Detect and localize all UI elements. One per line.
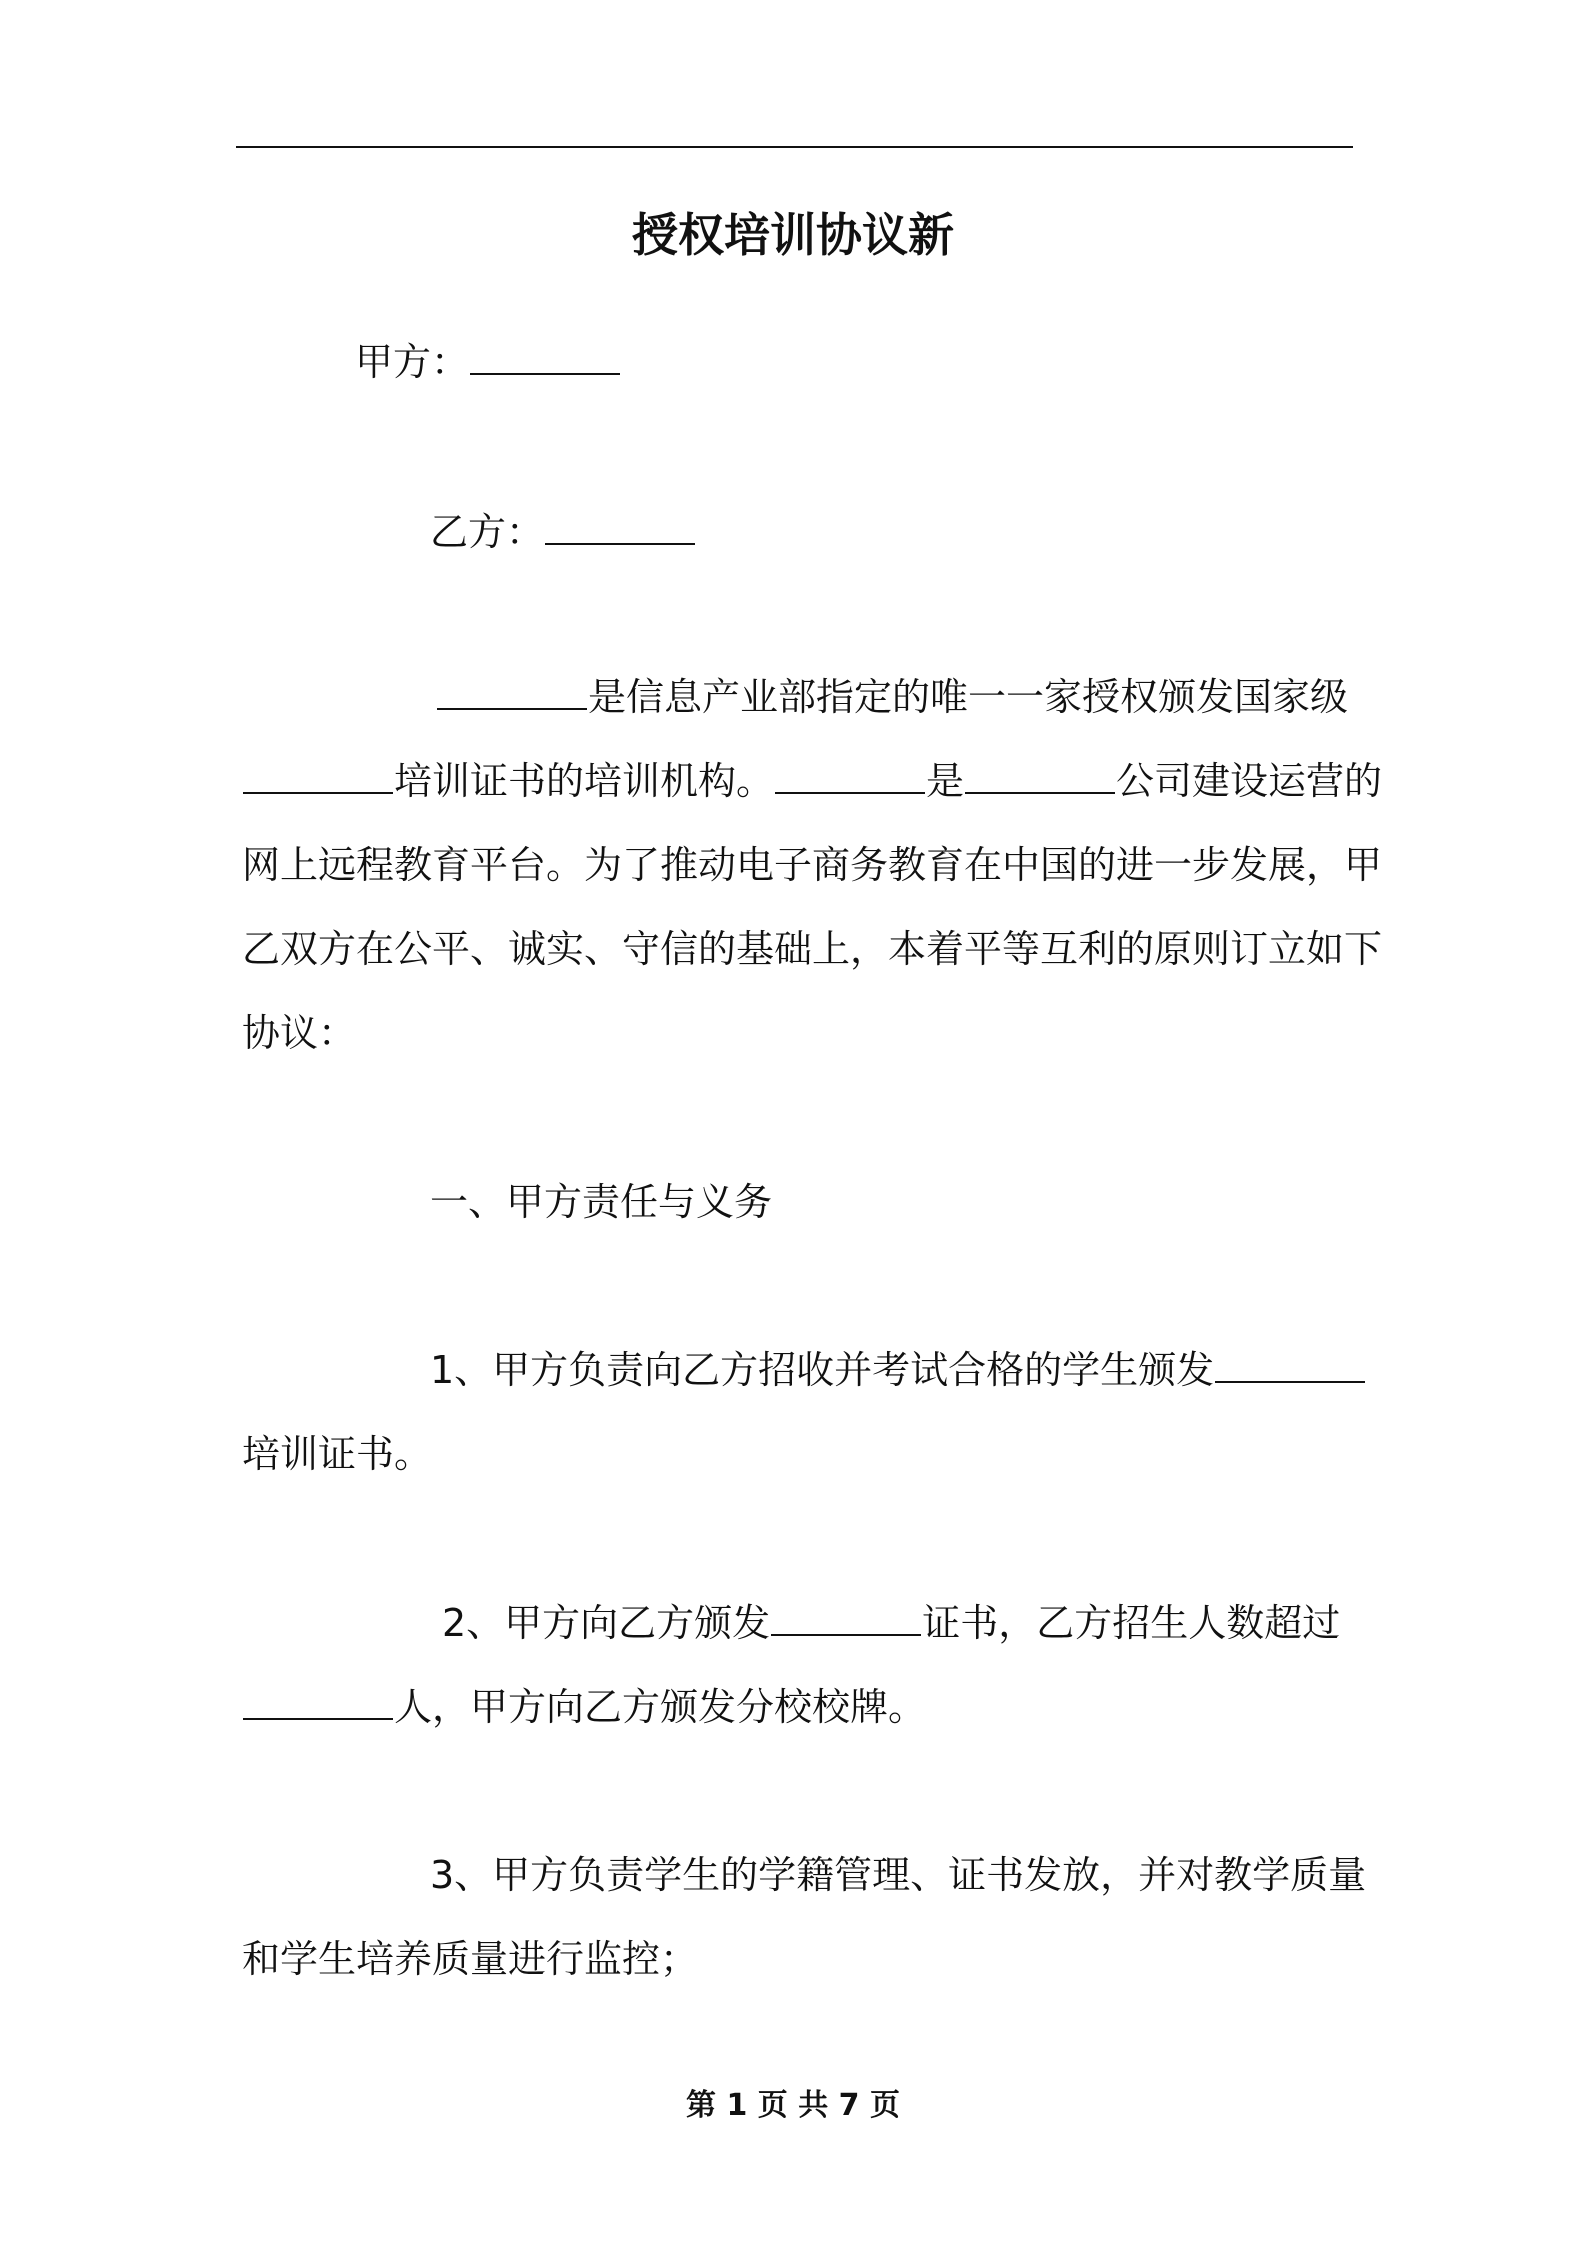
party-b-line xyxy=(430,505,696,559)
page-footer: 第 1 页 共 7 页 xyxy=(686,2088,900,2123)
fill-blank[interactable] xyxy=(437,678,587,710)
intro-text: 是信息产业部指定的唯一一家授权颁发国家级 xyxy=(588,675,1349,719)
party-b-blank[interactable] xyxy=(545,513,695,545)
intro-line-5: 协议： xyxy=(242,1011,357,1055)
fill-blank[interactable] xyxy=(1215,1351,1365,1383)
fill-blank[interactable] xyxy=(771,1604,921,1636)
party-a-label: 甲方： xyxy=(355,340,470,384)
intro-line-1 xyxy=(436,670,1348,724)
document-title: 授权培训协议新 xyxy=(632,208,954,262)
intro-line-4: 乙双方在公平、诚实、守信的基础上，本着平等互利的原则订立如下 xyxy=(242,927,1383,971)
item-text: 证书，乙方招生人数超过 xyxy=(922,1601,1341,1645)
item-2-line-2 xyxy=(242,1680,926,1734)
fill-blank[interactable] xyxy=(965,762,1115,794)
party-a-line xyxy=(355,335,621,389)
fill-blank[interactable] xyxy=(775,762,925,794)
intro-text: 是 xyxy=(926,759,965,803)
item-text: 1、甲方负责向乙方招收并考试合格的学生颁发 xyxy=(430,1348,1215,1392)
item-text: 人，甲方向乙方颁发分校校牌。 xyxy=(394,1685,927,1729)
party-a-blank[interactable] xyxy=(470,343,620,375)
item-text: 2、甲方向乙方颁发 xyxy=(442,1601,771,1645)
item-3-line-2: 和学生培养质量进行监控； xyxy=(242,1937,699,1981)
intro-line-2 xyxy=(242,754,1382,808)
item-3-line-1: 3、甲方负责学生的学籍管理、证书发放，并对教学质量 xyxy=(430,1853,1367,1897)
intro-line-3: 网上远程教育平台。为了推动电子商务教育在中国的进一步发展，甲 xyxy=(242,843,1383,887)
intro-text: 公司建设运营的 xyxy=(1116,759,1383,803)
item-1-line-2: 培训证书。 xyxy=(242,1432,433,1476)
header-rule xyxy=(236,146,1353,148)
fill-blank[interactable] xyxy=(243,762,393,794)
party-b-label: 乙方： xyxy=(430,510,545,554)
item-2-line-1 xyxy=(442,1596,1340,1650)
item-1-line-1 xyxy=(430,1343,1366,1397)
intro-text: 培训证书的培训机构。 xyxy=(394,759,775,803)
fill-blank[interactable] xyxy=(243,1688,393,1720)
section-heading: 一、甲方责任与义务 xyxy=(430,1180,773,1224)
